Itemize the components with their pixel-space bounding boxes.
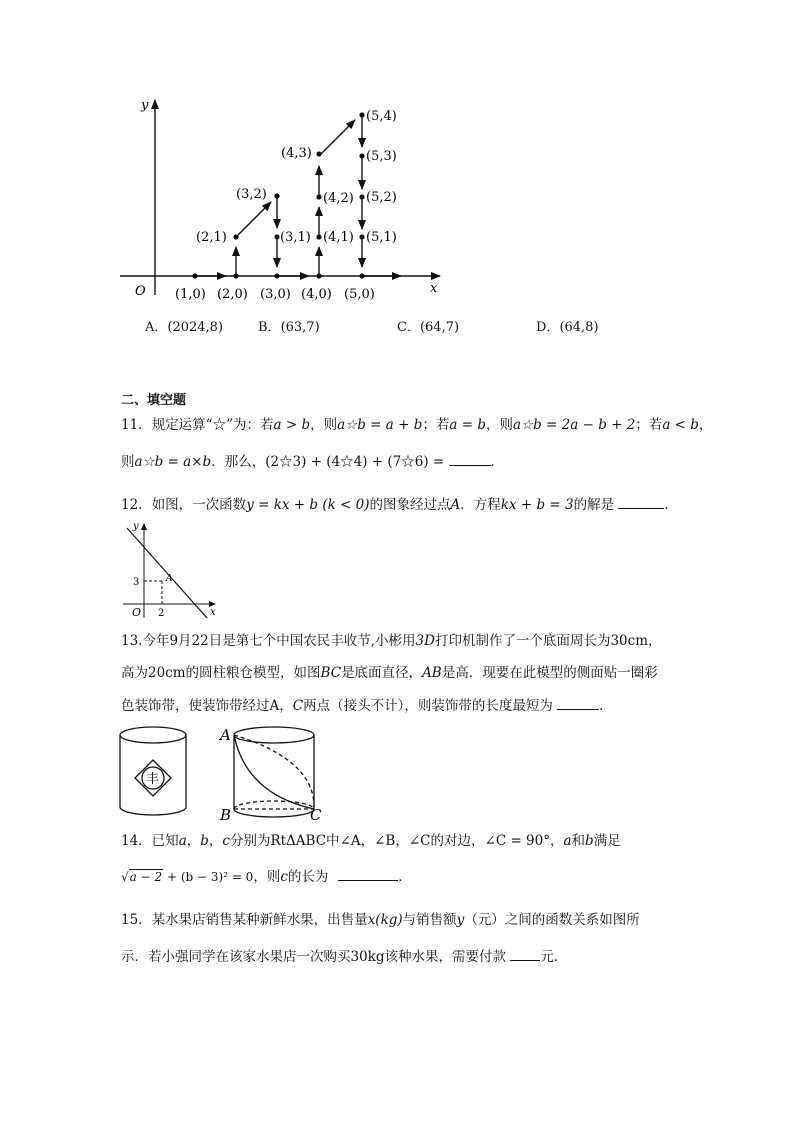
q15-line2: 示．若小强同学在该家水果店一次购买30kg该种水果，需要付款 元．: [121, 946, 567, 967]
option-d-value: (64,8): [559, 320, 599, 335]
lattice-point: [316, 194, 321, 199]
option-a-value: (2024,8): [167, 320, 224, 335]
lattice-point: [274, 234, 279, 239]
y-axis-label: y: [133, 521, 139, 532]
answer-blank[interactable]: [338, 866, 398, 881]
point-label: (3,1): [280, 230, 311, 245]
point-label: (5,1): [366, 230, 397, 245]
option-a[interactable]: A．(2024,8): [145, 320, 224, 335]
answer-blank[interactable]: [510, 946, 540, 961]
q12-line: 12．如图，一次函数y = kx + b (k < 0)的图象经过点A．方程kx + b = 3的解是 ．: [121, 494, 678, 515]
feng-character: 丰: [146, 772, 160, 787]
q13-line1: 13.今年9月22日是第七个中国农民丰收节,小彬用3D打印机制作了一个底面周长为30cm，: [121, 633, 662, 649]
path-arrow: [321, 120, 355, 154]
lattice-point: [192, 273, 197, 278]
cylinder-figure: [110, 722, 340, 824]
tick-label: 3: [133, 577, 140, 588]
lattice-point: [233, 273, 238, 278]
q13-line2: 高为20cm的圆柱粮仓模型，如图BC是底面直径，AB是高．现要在此模型的侧面贴一圈彩: [121, 665, 658, 681]
point-label: (1,0): [175, 287, 206, 302]
option-c-value: (64,7): [419, 320, 460, 335]
point-a-label: A: [166, 574, 173, 584]
point-label: (5,3): [366, 149, 397, 164]
model-cylinder: [234, 727, 314, 817]
point-label: (3,2): [236, 187, 267, 202]
lattice-point: [233, 234, 238, 239]
lattice-point: [359, 153, 364, 158]
origin-label: O: [135, 284, 146, 299]
answer-blank[interactable]: [557, 695, 599, 710]
point-label: (4,1): [323, 230, 354, 245]
lattice-point: [359, 234, 364, 239]
option-d[interactable]: D．(64,8): [536, 320, 599, 335]
vertex-a-label: A: [220, 726, 231, 744]
lattice-point: [359, 273, 364, 278]
point-label: (5,0): [344, 287, 375, 302]
q11-line1: 11．规定运算“☆”为：若a > b，则a☆b = a + b；若a = b，则a☆b = 2a − b + 2；若a < b，: [121, 417, 713, 433]
y-axis-label: y: [141, 98, 149, 113]
vertex-c-label: C: [310, 806, 322, 824]
q14-line1: 14．已知a，b，c分别为RtΔABC中∠A，∠B，∠C的对边，∠C = 90°，a和b满足: [121, 833, 621, 849]
lattice-point: [359, 112, 364, 117]
option-b[interactable]: B．(63,7): [258, 320, 320, 335]
lattice-point: [316, 151, 321, 156]
point-label: (4,3): [281, 146, 312, 161]
point-label: (5,4): [366, 109, 397, 124]
lattice-point: [359, 194, 364, 199]
x-axis-label: x: [210, 607, 216, 618]
path-arrow: [238, 202, 271, 235]
point-label: (4,0): [301, 287, 332, 302]
linear-function-graph: [115, 518, 225, 624]
q14-line2: √a − 2 + (b − 3)² = 0，则c的长为 ．: [121, 866, 412, 887]
option-c[interactable]: C．(64,7): [397, 320, 460, 335]
lattice-point: [316, 273, 321, 278]
point-label: (2,0): [217, 287, 248, 302]
point-label: (3,0): [260, 287, 291, 302]
answer-blank[interactable]: [618, 494, 664, 509]
point-label: (5,2): [366, 190, 397, 205]
answer-blank[interactable]: [449, 451, 491, 466]
lattice-point: [274, 193, 279, 198]
q13-line3: 色装饰带，使装饰带经过A，C两点（接头不计），则装饰带的长度最短为 ．: [121, 695, 613, 716]
q11-line2: 则a☆b = a×b．那么，(2☆3) + (4☆4) + (7☆6) = ．: [121, 451, 504, 472]
lattice-path-graph: [0, 0, 794, 340]
lattice-point: [316, 234, 321, 239]
x-axis-label: x: [430, 281, 438, 296]
point-label: (4,2): [323, 191, 354, 206]
radical: a − 2: [129, 870, 163, 884]
origin-label: O: [132, 606, 142, 619]
point-label: (2,1): [196, 230, 227, 245]
option-b-value: (63,7): [280, 320, 320, 335]
lattice-point: [274, 273, 279, 278]
section-title: 二、填空题: [121, 393, 187, 408]
granary-cylinder: [120, 727, 186, 815]
vertex-b-label: B: [220, 806, 232, 824]
tick-label: 2: [158, 608, 165, 619]
q15-line1: 15．某水果店销售某种新鲜水果，出售量x(kg)与销售额y（元）之间的函数关系如图所: [121, 912, 640, 928]
